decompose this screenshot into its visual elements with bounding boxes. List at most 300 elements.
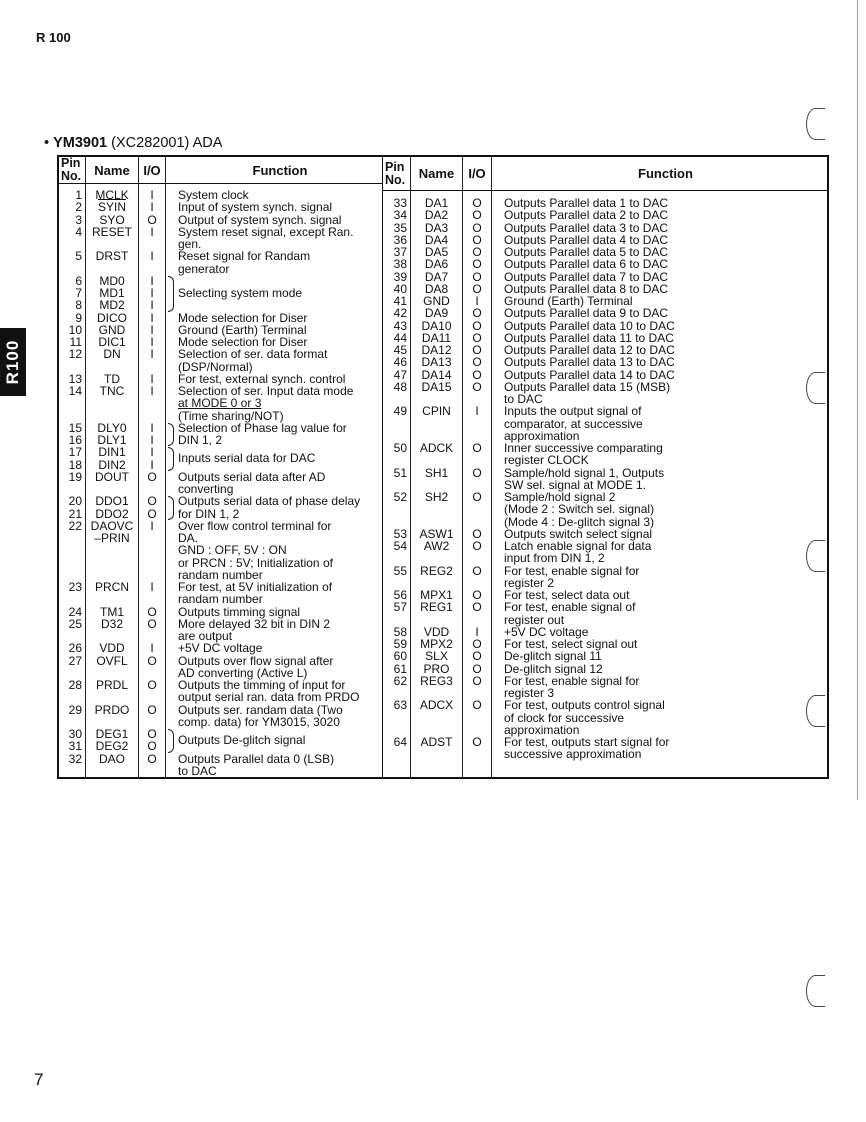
pin-name: GND: [98, 322, 126, 337]
function-text: register CLOCK: [504, 453, 589, 468]
table-row: [383, 467, 827, 492]
pin-name: D32: [100, 616, 123, 631]
pin-name: GND: [423, 294, 450, 308]
pin-number: 5: [75, 249, 82, 264]
function-cell: [166, 753, 382, 778]
table-row: [59, 250, 382, 275]
pin-number-cell: [383, 491, 411, 528]
pin-name: DA3: [424, 220, 449, 235]
io-direction: O: [147, 469, 157, 484]
pin-name-cell: [86, 250, 139, 275]
pin-name: DDO1: [95, 494, 129, 509]
pin-number: 14: [68, 384, 82, 398]
function-text: Inputs the output signal of: [504, 404, 642, 419]
pin-name: VDD: [99, 641, 125, 656]
function-cell: [492, 369, 827, 381]
table-row: [59, 618, 382, 643]
function-text: Over flow control terminal for: [178, 518, 332, 533]
table-row: [59, 655, 382, 680]
io-direction-cell: [463, 222, 492, 234]
table-row: [383, 356, 827, 368]
io-direction: O: [472, 588, 482, 602]
filler-cell: [463, 761, 492, 778]
pin-number: 56: [393, 588, 407, 602]
table-row: [59, 446, 382, 471]
io-direction: O: [472, 208, 482, 223]
pin-name: MD2: [99, 298, 125, 313]
io-direction-cell: [139, 581, 166, 606]
pin-number: 60: [393, 649, 407, 664]
pin-number-cell: [59, 201, 86, 213]
function-text: Outputs Parallel data 14 to DAC: [504, 367, 675, 382]
io-direction: I: [150, 371, 154, 386]
pin-name-cell: [86, 728, 139, 753]
function-text: Output of system synch. signal: [178, 212, 342, 227]
io-direction-cell: [139, 618, 166, 643]
pin-name-cell: [86, 385, 139, 422]
table-row: [59, 728, 382, 753]
pin-number-cell: [383, 209, 411, 221]
function-text: For test, select signal out: [504, 637, 638, 651]
pin-number: 31: [68, 739, 82, 754]
pin-name-cell: [411, 381, 463, 406]
pin-number: 11: [69, 335, 82, 349]
pin-number-cell: [383, 699, 411, 736]
io-direction: O: [472, 281, 482, 296]
pin-number-cell: [59, 422, 86, 447]
function-cell: [166, 655, 382, 680]
table-row: [59, 312, 382, 324]
function-text: input from DIN 1, 2: [504, 551, 605, 566]
function-cell: [166, 471, 382, 496]
function-cell: [492, 565, 827, 590]
pin-number-cell: [383, 540, 411, 565]
table-row: [383, 638, 827, 650]
function-text: successive approximation: [504, 747, 642, 762]
io-direction: I: [475, 624, 479, 639]
function-text: Outputs Parallel data 5 to DAC: [504, 245, 669, 259]
pin-number: 49: [393, 404, 407, 419]
pin-number: 29: [68, 702, 82, 717]
io-direction-cell: [463, 663, 492, 675]
pin-name: ADCK: [419, 441, 454, 455]
pin-number: 37: [393, 245, 407, 259]
pin-number-cell: [59, 385, 86, 422]
pin-name-cell: [411, 467, 463, 492]
io-direction: I: [150, 322, 154, 337]
section-tab: [0, 328, 26, 396]
function-text: Inputs serial data for DAC: [178, 451, 316, 466]
table-row: [59, 520, 382, 581]
pin-name: DRST: [95, 249, 129, 264]
function-text: comparator, at successive: [504, 416, 643, 431]
pin-number-cell: [383, 675, 411, 700]
io-direction-cell: [463, 209, 492, 221]
function-text: at MODE 0 or 3: [178, 396, 262, 411]
function-text: of clock for successive: [504, 710, 625, 725]
table-header-row: [383, 157, 827, 191]
pin-number-cell: [59, 471, 86, 496]
function-text: Mode selection for Diser: [178, 335, 308, 349]
pin-name-cell: [411, 320, 463, 332]
pin-number-cell: [59, 728, 86, 753]
pin-number-cell: [383, 601, 411, 626]
io-direction: O: [472, 661, 482, 676]
function-text: converting: [178, 482, 234, 496]
io-direction: I: [150, 518, 154, 533]
io-direction-cell: [139, 348, 166, 373]
function-cell: [492, 405, 827, 442]
function-text: register 2: [504, 575, 555, 590]
pin-name-cell: [86, 618, 139, 643]
function-cell: [166, 226, 382, 251]
function-cell: [492, 540, 827, 565]
io-direction: O: [147, 604, 157, 619]
table-row: [59, 201, 382, 213]
table-row: [383, 663, 827, 675]
pin-name: DA4: [424, 232, 449, 247]
chip-name: YM3901: [53, 135, 108, 151]
pin-name: MPX1: [420, 588, 453, 602]
header-pin-l1: Pin: [385, 159, 405, 174]
io-direction: I: [150, 273, 154, 288]
table-row: [383, 442, 827, 467]
brace-bracket: [168, 423, 174, 447]
pin-number-cell: [59, 704, 86, 729]
table-row: [383, 650, 827, 662]
bullet: •: [44, 135, 50, 151]
io-direction: I: [475, 404, 479, 419]
pin-number-cell: [59, 679, 86, 704]
pin-name: REG1: [420, 600, 453, 615]
function-text: Outputs Parallel data 0 (LSB): [178, 751, 335, 766]
function-text: For test, at 5V initialization of: [178, 580, 333, 594]
pin-name-cell: [86, 275, 139, 312]
function-text: (DSP/Normal): [178, 359, 253, 374]
pin-name-cell: [411, 442, 463, 467]
section-title: [44, 135, 222, 151]
function-text: or PRCN : 5V; Initialization of: [178, 555, 333, 570]
pin-name: ADCX: [419, 698, 454, 713]
table-row: [383, 491, 827, 528]
function-text: Outputs Parallel data 12 to DAC: [504, 343, 675, 357]
header-name: Name: [411, 157, 463, 190]
pin-name-cell: [411, 307, 463, 319]
pin-number-cell: [383, 467, 411, 492]
io-direction-cell: [463, 405, 492, 442]
function-text: Sample/hold signal 1, Outputs: [504, 465, 665, 480]
pin-name: DAO: [98, 751, 125, 766]
pin-number: 32: [68, 751, 82, 766]
io-direction-cell: [139, 520, 166, 581]
pin-number-cell: [383, 663, 411, 675]
pin-name: DA9: [424, 306, 449, 321]
function-text: Outputs Parallel data 6 to DAC: [504, 257, 669, 272]
pin-name-cell: [411, 222, 463, 234]
pin-name-cell: [411, 356, 463, 368]
function-text: Ground (Earth) Terminal: [178, 322, 307, 337]
brace-bracket: [168, 729, 174, 753]
pin-name: DA11: [421, 330, 452, 345]
pin-name: DA7: [424, 269, 449, 284]
function-text: For test, external synch. control: [178, 371, 346, 386]
pin-name: TD: [104, 371, 120, 386]
pin-name: PRDL: [95, 678, 128, 692]
io-direction-cell: [463, 601, 492, 626]
pin-number-cell: [59, 495, 86, 520]
pin-name: DA6: [424, 257, 449, 272]
function-cell: [492, 442, 827, 467]
pin-number-cell: [383, 222, 411, 234]
function-text: Selection of ser. data format: [178, 347, 328, 362]
io-direction-cell: [139, 422, 166, 447]
pin-number-cell: [59, 642, 86, 654]
function-text: De-glitch signal 12: [504, 661, 603, 676]
io-direction: I: [150, 335, 154, 349]
pin-number-cell: [59, 214, 86, 226]
io-direction-cell: [463, 491, 492, 528]
io-direction: I: [475, 294, 479, 308]
pin-number: 13: [68, 371, 82, 386]
io-direction: O: [147, 739, 157, 754]
pin-number: 35: [393, 220, 407, 235]
function-cell: [492, 320, 827, 332]
function-text: Outputs ser. randam data (Two: [178, 702, 343, 717]
function-text: Ground (Earth) Terminal: [504, 294, 633, 308]
function-text: Outputs Parallel data 2 to DAC: [504, 208, 669, 223]
pin-number-cell: [59, 606, 86, 618]
function-text: Outputs switch select signal: [504, 526, 653, 541]
io-direction: O: [472, 306, 482, 321]
function-text: Outputs timming signal: [178, 604, 301, 619]
function-text: generator: [178, 261, 230, 276]
pin-name-cell: [411, 736, 463, 761]
pin-name-cell: [411, 491, 463, 528]
function-cell: [166, 214, 382, 226]
io-direction: O: [147, 653, 157, 668]
pin-name: DAOVC: [90, 518, 134, 533]
pin-number-cell: [383, 369, 411, 381]
pin-name: MCLK: [95, 188, 129, 202]
function-text: Outputs De-glitch signal: [178, 733, 306, 748]
io-direction: O: [472, 600, 482, 615]
function-text: (Mode 4 : De-glitch signal 3): [504, 514, 655, 529]
pin-name: AW2: [423, 539, 450, 553]
pin-number: 43: [393, 318, 407, 333]
io-direction-cell: [463, 271, 492, 283]
table-row: [383, 601, 827, 626]
function-text: for DIN 1, 2: [178, 506, 240, 521]
pin-number: 40: [393, 281, 407, 296]
io-direction-cell: [463, 307, 492, 319]
pin-number: 21: [68, 506, 82, 521]
pin-name: DLY1: [97, 433, 127, 447]
table-row: [383, 405, 827, 442]
pin-name-cell: [86, 312, 139, 324]
pin-name-cell: [411, 209, 463, 221]
pin-number: 23: [68, 580, 82, 594]
function-text: register 3: [504, 686, 555, 700]
header-pin-l1: Pin: [61, 156, 81, 171]
function-cell: [166, 606, 382, 618]
function-text: randam number: [178, 592, 263, 607]
pin-number: 52: [393, 490, 407, 504]
table-row: [383, 540, 827, 565]
table-row: [383, 565, 827, 590]
page-edge-line: [857, 0, 858, 800]
header-function: Function: [252, 162, 308, 178]
function-text: Outputs Parallel data 15 (MSB): [504, 379, 671, 394]
pin-number-cell: [383, 381, 411, 406]
io-direction-cell: [463, 565, 492, 590]
function-text: to DAC: [178, 763, 217, 778]
table-row: [59, 704, 382, 729]
io-direction: I: [150, 224, 154, 239]
pin-name: SLX: [425, 649, 448, 664]
function-cell: [166, 728, 382, 753]
pin-number: 28: [68, 678, 82, 692]
table-row: [383, 675, 827, 700]
table-row: [383, 271, 827, 283]
function-cell: [166, 679, 382, 704]
pin-name-cell: [86, 520, 139, 581]
io-direction: O: [472, 245, 482, 259]
pin-name: DA13: [421, 355, 452, 370]
io-direction: O: [472, 563, 482, 578]
pin-number-cell: [59, 250, 86, 275]
io-direction: O: [472, 367, 482, 382]
io-direction-cell: [139, 495, 166, 520]
brace-bracket: [168, 447, 174, 471]
pin-number-cell: [59, 655, 86, 680]
io-direction-cell: [463, 356, 492, 368]
brace-bracket: [168, 276, 174, 312]
function-text: Outputs Parallel data 3 to DAC: [504, 220, 669, 235]
io-direction-cell: [463, 467, 492, 492]
pin-number: 22: [68, 518, 82, 533]
function-text: approximation: [504, 428, 580, 443]
table-row: [59, 275, 382, 312]
header-name: Name: [86, 157, 139, 183]
function-text: Selection of ser. Input data mode: [178, 384, 354, 398]
table-row: [383, 307, 827, 319]
pin-name-cell: [86, 422, 139, 447]
header-pin-l2: No.: [385, 172, 406, 187]
pin-name: DA2: [424, 208, 449, 223]
pin-name: SH2: [424, 490, 449, 504]
pin-number-cell: [383, 442, 411, 467]
table-filler-row: [383, 761, 827, 778]
function-text: Sample/hold signal 2: [504, 490, 616, 504]
pin-name-cell: [86, 226, 139, 251]
pin-name: REG3: [420, 673, 453, 688]
function-cell: [166, 495, 382, 520]
io-direction: O: [147, 506, 157, 521]
function-cell: [166, 618, 382, 643]
table-row: [383, 736, 827, 761]
pin-name: CPIN: [422, 404, 451, 419]
filler-cell: [411, 761, 463, 778]
io-direction: O: [147, 212, 157, 227]
brace-bracket: [168, 496, 174, 520]
pin-name: MPX2: [420, 637, 453, 651]
pin-number: 10: [68, 322, 82, 337]
io-direction: O: [472, 330, 482, 345]
pin-number: 62: [393, 673, 407, 688]
function-text: DA.: [178, 531, 199, 545]
io-direction: I: [150, 457, 154, 472]
pin-name-cell: [86, 348, 139, 373]
pin-number: 26: [68, 641, 82, 656]
function-text: Outputs Parallel data 8 to DAC: [504, 281, 669, 296]
table-row: [383, 222, 827, 234]
function-cell: [492, 736, 827, 761]
table-row: [383, 209, 827, 221]
io-direction: O: [472, 539, 482, 553]
function-cell: [166, 312, 382, 324]
function-text: +5V DC voltage: [178, 641, 263, 656]
function-text: approximation: [504, 722, 580, 737]
function-text: Outputs serial data after AD: [178, 469, 326, 484]
pin-number: 19: [68, 469, 82, 484]
pin-number: 12: [68, 347, 82, 362]
table-row: [59, 226, 382, 251]
pin-name: ASW1: [419, 526, 454, 541]
function-text: For test, enable signal of: [504, 600, 636, 615]
pin-name: DN: [103, 347, 121, 362]
pin-table-left: [59, 157, 383, 777]
pin-name: DIC1: [98, 335, 126, 349]
pin-name: DA15: [421, 379, 452, 394]
io-direction-cell: [139, 753, 166, 778]
pin-number: 44: [393, 330, 407, 345]
pin-number-cell: [59, 275, 86, 312]
pin-name: OVFL: [96, 653, 128, 668]
io-direction: O: [147, 494, 157, 509]
function-text: +5V DC voltage: [504, 624, 589, 639]
function-cell: [492, 356, 827, 368]
table-row: [383, 381, 827, 406]
pin-number: 57: [393, 600, 407, 615]
pin-name: ADST: [420, 735, 453, 749]
pin-name: REG2: [420, 563, 453, 578]
pin-name-cell: [411, 699, 463, 736]
io-direction-cell: [139, 250, 166, 275]
io-direction: I: [150, 298, 154, 313]
pin-name-cell: [411, 258, 463, 270]
io-direction: O: [472, 526, 482, 541]
function-text: GND : OFF, 5V : ON: [178, 543, 287, 558]
function-cell: [492, 209, 827, 221]
pin-name: DIN1: [98, 445, 126, 460]
io-direction: O: [472, 698, 482, 713]
io-direction-cell: [139, 606, 166, 618]
pin-number-cell: [383, 650, 411, 662]
pin-number-cell: [383, 736, 411, 761]
pin-number: 48: [393, 379, 407, 394]
pin-number: 46: [393, 355, 407, 370]
function-text: AD converting (Active L): [178, 665, 308, 680]
pin-name: TM1: [100, 604, 124, 619]
function-cell: [492, 601, 827, 626]
page-number: 7: [34, 1070, 44, 1089]
io-direction: O: [147, 727, 157, 741]
pin-number-cell: [383, 320, 411, 332]
pin-name-cell: [86, 471, 139, 496]
function-text: Inner successive comparating: [504, 441, 663, 455]
io-direction: O: [472, 649, 482, 664]
pin-number: 39: [393, 269, 407, 284]
